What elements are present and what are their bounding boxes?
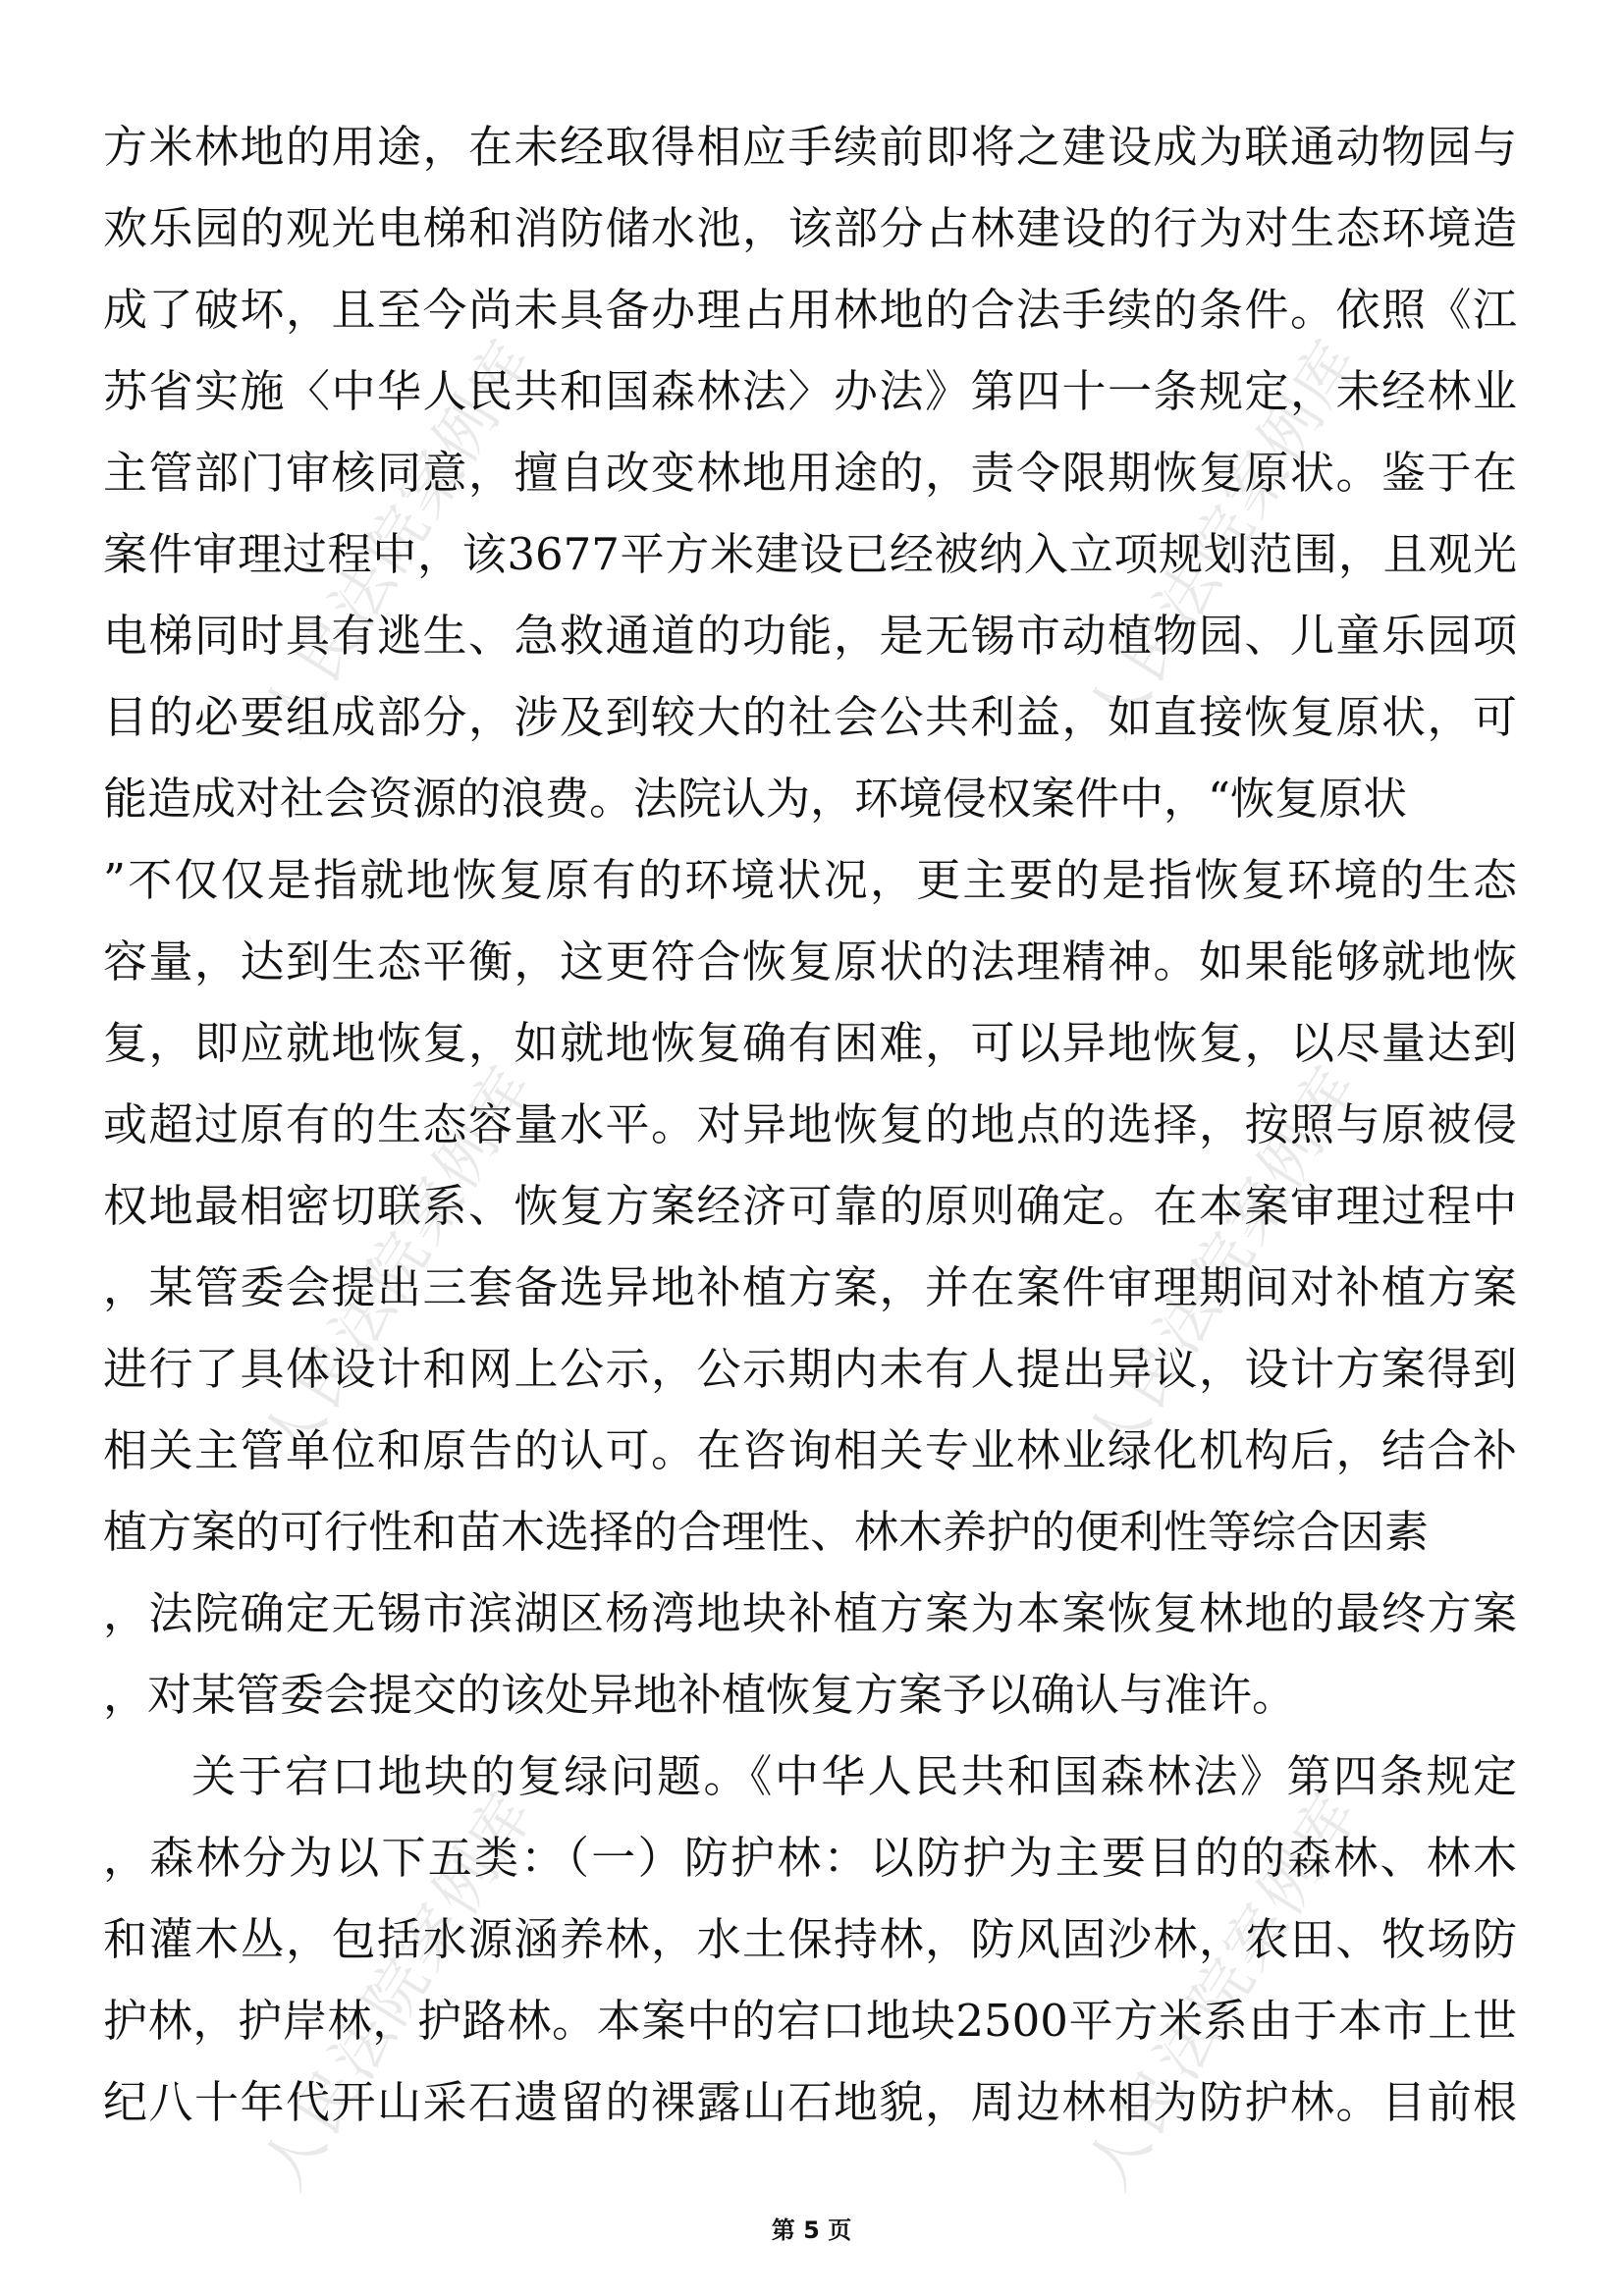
text-line: 欢乐园的观光电梯和消防储水池，该部分占林建设的行为对生态环境造	[103, 202, 1517, 254]
text-line: 电梯同时具有逃生、急救通道的功能，是无锡市动植物园、儿童乐园项	[103, 610, 1517, 662]
text-line: 护林，护岸林，护路林。本案中的宕口地块2500平方米系由于本市上世	[103, 1995, 1517, 2047]
text-line: 容量，达到生态平衡，这更符合恢复原状的法理精神。如果能够就地恢	[103, 935, 1517, 988]
text-line: ，某管委会提出三套备选异地补植方案，并在案件审理期间对补植方案	[103, 1261, 1517, 1313]
text-line: 植方案的可行性和苗木选择的合理性、林木养护的便利性等综合因素	[103, 1506, 1430, 1558]
page-number: 第 5 页	[771, 2216, 852, 2244]
text-line: ，法院确定无锡市滨湖区杨湾地块补植方案为本案恢复林地的最终方案	[103, 1587, 1517, 1639]
text-line: 目的必要组成部分，涉及到较大的社会公共利益，如直接恢复原状，可	[103, 691, 1517, 743]
text-line: 关于宕口地块的复绿问题。《中华人民共和国森林法》第四条规定	[191, 1750, 1517, 1802]
text-line: 方米林地的用途，在未经取得相应手续前即将之建设成为联通动物园与	[103, 121, 1517, 173]
text-line: 和灌木丛，包括水源涵养林，水土保持林，防风固沙林，农田、牧场防	[103, 1913, 1517, 1965]
text-line: 能造成对社会资源的浪费。法院认为，环境侵权案件中，“恢复原状	[103, 773, 1408, 825]
text-line: 复，即应就地恢复，如就地恢复确有困难，可以异地恢复，以尽量达到	[103, 1017, 1517, 1069]
text-line: ”不仅仅是指就地恢复原有的环境状况，更主要的是指恢复环境的生态	[103, 854, 1517, 906]
body-text	[103, 106, 1517, 2143]
text-line: ，对某管委会提交的该处异地补植恢复方案予以确认与准许。	[103, 1669, 1297, 1721]
watermark: 人民法院案例库	[1071, 1051, 1374, 1475]
watermark: 人民法院案例库	[246, 1051, 549, 1475]
watermark: 人民法院案例库	[1071, 1778, 1374, 2202]
text-line: 相关主管单位和原告的认可。在咨询相关专业林业绿化机构后，结合补	[103, 1424, 1517, 1476]
watermark: 人民法院案例库	[1071, 325, 1374, 749]
text-line: 进行了具体设计和网上公示，公示期内未有人提出异议，设计方案得到	[103, 1343, 1517, 1395]
text-line: 苏省实施〈中华人民共和国森林法〉办法》第四十一条规定，未经林业	[103, 365, 1517, 417]
text-line: 成了破坏，且至今尚未具备办理占用林地的合法手续的条件。依照《江	[103, 284, 1517, 336]
watermark: 人民法院案例库	[246, 1778, 549, 2202]
text-line: 主管部门审核同意，擅自改变林地用途的，责令限期恢复原状。鉴于在	[103, 447, 1517, 499]
text-line: 或超过原有的生态容量水平。对异地恢复的地点的选择，按照与原被侵	[103, 1098, 1517, 1150]
watermark: 人民法院案例库	[246, 325, 549, 749]
text-line: 纪八十年代开山采石遗留的裸露山石地貌，周边林相为防护林。目前根	[103, 2076, 1517, 2128]
text-line: 案件审理过程中，该3677平方米建设已经被纳入立项规划范围，且观光	[103, 528, 1517, 580]
text-line: 权地最相密切联系、恢复方案经济可靠的原则确定。在本案审理过程中	[103, 1180, 1517, 1232]
text-line: ，森林分为以下五类：（一）防护林：以防护为主要目的的森林、林木	[103, 1832, 1517, 1884]
